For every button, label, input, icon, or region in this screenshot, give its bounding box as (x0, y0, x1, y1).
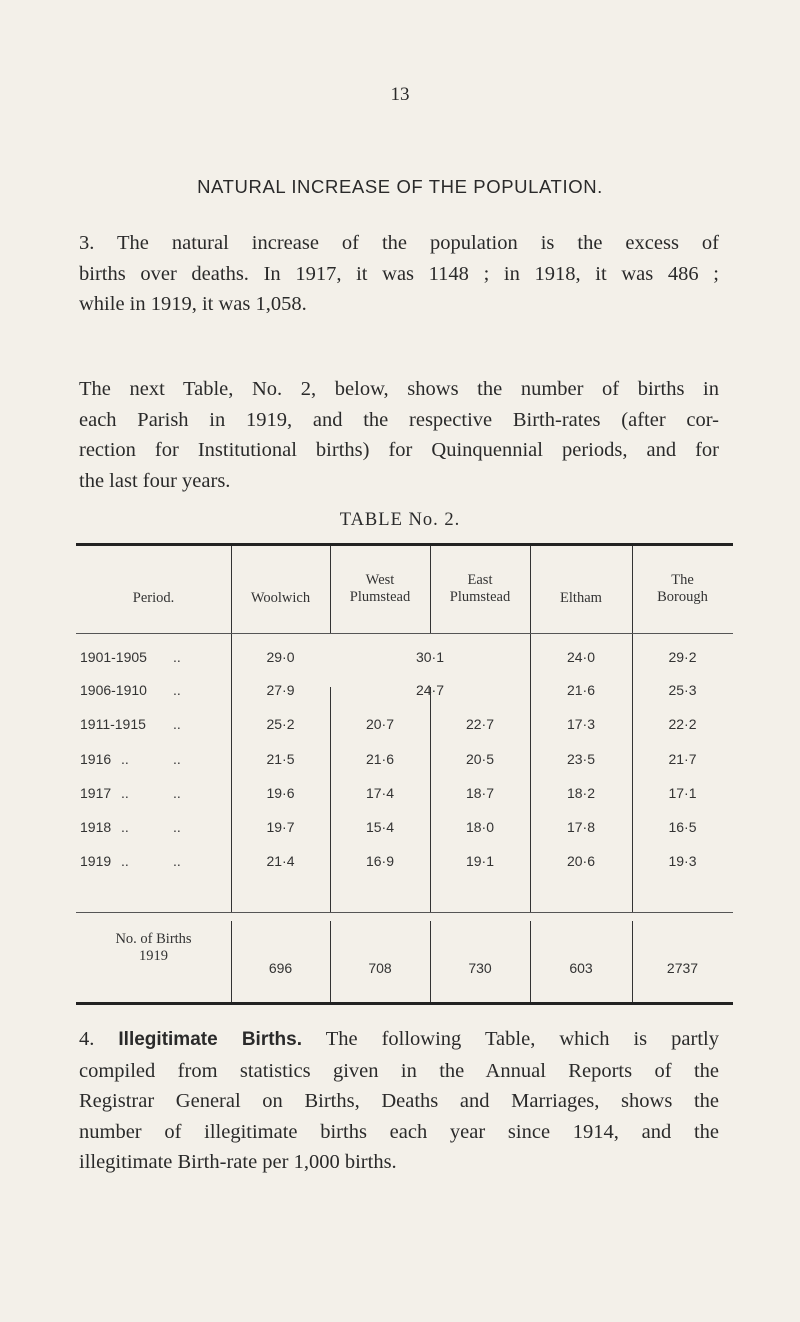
cell-east-plumstead: 19·1 (465, 853, 495, 869)
table-caption: TABLE No. 2. (339, 510, 461, 530)
text-line: while in 1919, it was 1,058. (79, 293, 307, 315)
column-divider (632, 634, 633, 912)
text-line: each Parish in 1919, and the respective Birth-rates (after cor- (79, 408, 719, 431)
text-line: illegitimate Birth-rate per 1,000 births. (79, 1151, 397, 1173)
row-period: 1901-1905 (80, 649, 147, 665)
cell-borough: 25·3 (668, 682, 697, 698)
cell-eltham: 17·8 (566, 819, 596, 835)
illegitimate-births-heading: Illegitimate Births. (118, 1029, 303, 1050)
leader-dots: .. (121, 853, 129, 869)
cell-plumstead-combined: 24·7 (415, 682, 445, 698)
leader-dots: .. (173, 751, 181, 767)
cell-woolwich: 29·0 (266, 649, 295, 665)
header-east-plumstead (430, 572, 530, 606)
cell-woolwich: 21·4 (266, 853, 295, 869)
header-period: Period. (132, 590, 175, 606)
text-line (79, 1024, 719, 1056)
leader-dots: .. (173, 649, 181, 665)
row-period: 1911-1915 (80, 716, 146, 732)
paragraph-table-intro (79, 374, 719, 496)
cell-borough: 22·2 (668, 716, 697, 732)
section-title: NATURAL INCREASE OF THE POPULATION. (197, 176, 603, 197)
cell-borough: 17·1 (668, 785, 697, 801)
text-line: The next Table, No. 2, below, shows the number of births in (79, 378, 719, 400)
birth-rate-table (76, 543, 733, 1001)
table-bottom-rule (76, 1002, 733, 1005)
leader-dots: .. (173, 819, 181, 835)
births-rule (76, 912, 733, 913)
leader-dots: .. (121, 785, 129, 801)
row-period: 1906-1910 (80, 682, 147, 698)
births-label-line: No. of Births (115, 931, 192, 947)
row-period: 1916 (80, 751, 112, 767)
births-borough: 2737 (666, 960, 699, 976)
paragraph-illegitimate-births (79, 1024, 719, 1178)
cell-eltham: 18·2 (566, 785, 596, 801)
births-woolwich: 696 (268, 960, 293, 976)
text-line: the last four years. (79, 469, 231, 492)
cell-borough: 21·7 (668, 751, 697, 767)
cell-borough: 19·3 (668, 853, 697, 869)
cell-west-plumstead: 16·9 (365, 853, 395, 869)
cell-east-plumstead: 22·7 (465, 716, 495, 732)
births-label (76, 931, 231, 965)
cell-eltham: 24·0 (566, 649, 596, 665)
header-rule (76, 633, 733, 634)
cell-east-plumstead: 18·7 (465, 785, 495, 801)
text-line: rection for Institutional births) for Quinquennial periods, and for (79, 439, 719, 461)
row-period: 1918 (80, 819, 112, 835)
births-label-line: 1919 (139, 948, 168, 964)
text-line: 3. The natural increase of the population is the excess of (79, 232, 719, 254)
cell-plumstead-combined: 30·1 (415, 649, 445, 665)
header-line: The (671, 572, 694, 588)
cell-woolwich: 19·6 (266, 785, 295, 801)
text-line: births over deaths. In 1917, it was 1148 ; in 1918, it was 486 ; (79, 262, 719, 285)
leader-dots: .. (121, 751, 129, 767)
cell-woolwich: 27·9 (266, 682, 295, 698)
paragraph-natural-increase (79, 228, 719, 320)
cell-woolwich: 21·5 (266, 751, 295, 767)
cell-woolwich: 19·7 (266, 819, 295, 835)
header-line: Plumstead (449, 589, 511, 605)
leader-dots: .. (173, 853, 181, 869)
cell-west-plumstead: 20·7 (365, 716, 395, 732)
cell-woolwich: 25·2 (266, 716, 295, 732)
row-period: 1919 (80, 853, 112, 869)
cell-eltham: 23·5 (566, 751, 596, 767)
leader-dots: .. (173, 682, 181, 698)
header-line: Borough (657, 589, 708, 605)
row-period: 1917 (80, 785, 112, 801)
cell-east-plumstead: 18·0 (465, 819, 495, 835)
column-divider (530, 634, 531, 912)
header-line: Plumstead (349, 589, 411, 605)
cell-borough: 16·5 (668, 819, 697, 835)
cell-eltham: 20·6 (566, 853, 596, 869)
leader-dots: .. (121, 819, 129, 835)
page-number: 13 (390, 84, 410, 105)
header-line: East (467, 572, 493, 588)
header-eltham: Eltham (560, 590, 602, 606)
cell-west-plumstead: 15·4 (365, 819, 395, 835)
cell-eltham: 17·3 (566, 716, 596, 732)
table-top-rule (76, 543, 733, 546)
cell-borough: 29·2 (668, 649, 697, 665)
cell-east-plumstead: 20·5 (465, 751, 495, 767)
births-east-plumstead: 730 (468, 960, 492, 976)
text-line: Registrar General on Births, Deaths and Marriages, shows the (79, 1090, 719, 1112)
paragraph-number: 4. (79, 1028, 95, 1050)
cell-west-plumstead: 21·6 (365, 751, 395, 767)
text-fragment: The following Table, which is partly (325, 1028, 720, 1050)
header-west-plumstead (330, 572, 430, 606)
text-line: compiled from statistics given in the Annual Reports of the (79, 1059, 719, 1082)
column-divider (231, 634, 232, 912)
header-woolwich: Woolwich (250, 590, 311, 606)
header-line: West (365, 572, 395, 588)
leader-dots: .. (173, 785, 181, 801)
cell-west-plumstead: 17·4 (365, 785, 395, 801)
leader-dots: .. (173, 716, 181, 732)
cell-eltham: 21·6 (566, 682, 596, 698)
births-eltham: 603 (569, 960, 593, 976)
text-line: number of illegitimate births each year since 1914, and the (79, 1120, 719, 1143)
births-west-plumstead: 708 (368, 960, 392, 976)
header-borough (632, 572, 733, 606)
